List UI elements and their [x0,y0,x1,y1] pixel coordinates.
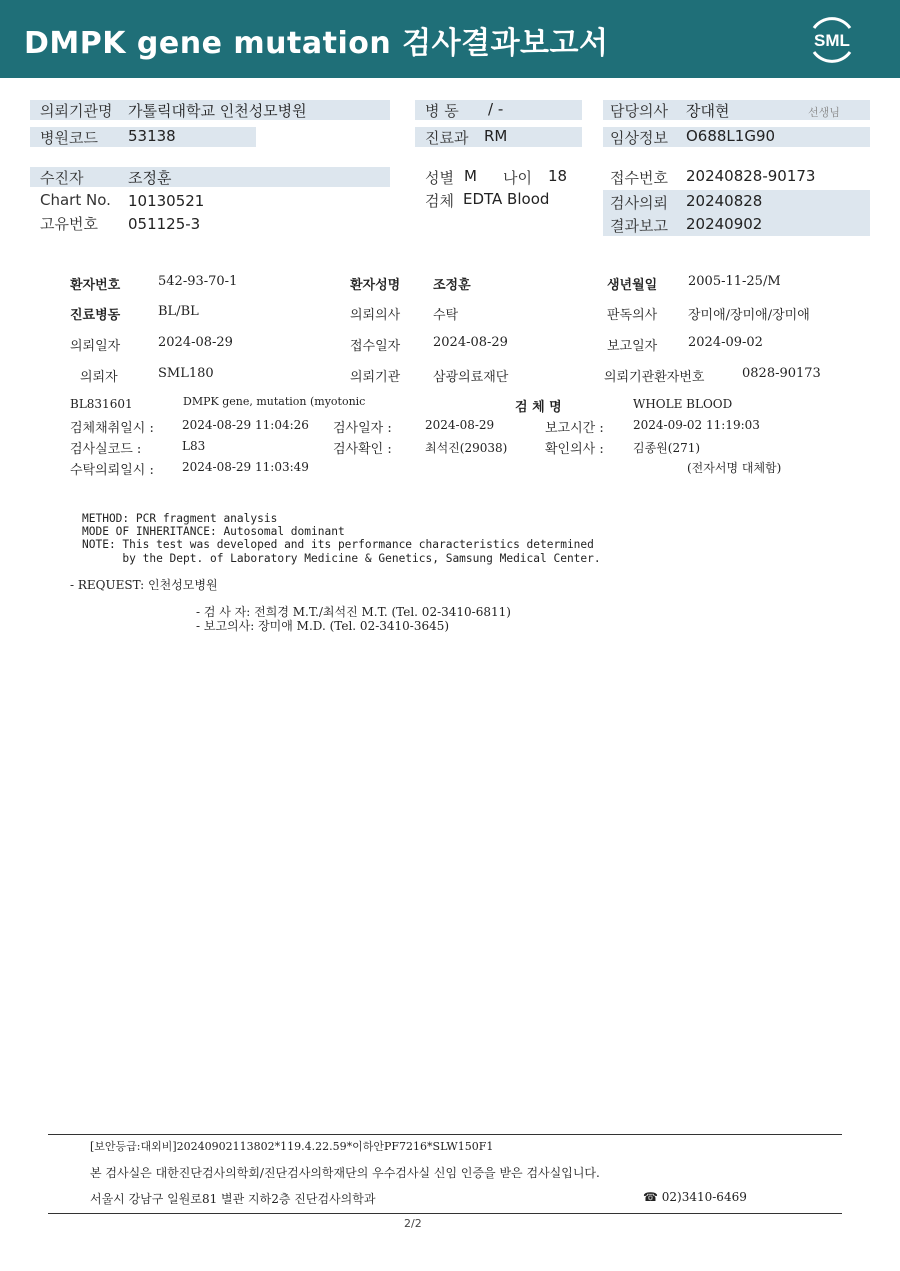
uid: 051125-3 [128,215,201,233]
test-code: BL831601 [70,397,133,411]
confirm-label: 검사확인 : [333,442,392,457]
address-line: 서울시 강남구 일원로81 별관 지하2층 진단검사의학과 [90,1192,376,1206]
sex-label: 성별 [425,169,454,187]
read-doc-label: 판독의사 [607,308,658,323]
inst-pid-label: 의뢰기관환자번호 [604,370,705,385]
req-doc: 수탁 [433,308,459,323]
sml-logo [804,12,860,66]
chart-no: 10130521 [128,192,205,210]
ward: / - [488,100,504,118]
doctor: 장대현 [686,102,730,120]
recv-no: 20240828-90173 [686,167,816,185]
recv-date: 2024-08-29 [433,335,508,350]
rward: BL/BL [158,304,199,319]
patient: 조정훈 [128,169,172,187]
req-date-label: 의뢰일자 [70,339,121,354]
dept: RM [484,127,508,145]
read-doc: 장미애/장미애/장미애 [688,308,810,323]
test-date: 2024-08-29 [425,418,495,432]
specimen-label: 검체 [425,192,454,210]
spec: WHOLE BLOOD [633,397,733,411]
phone-line: ☎ 02)3410-6469 [643,1190,747,1204]
request-line: - REQUEST: 인천성모병원 [70,578,218,592]
esign-note: (전자서명 대체함) [687,461,782,475]
hosp-code: 53138 [128,127,176,145]
sex: M [464,167,477,185]
rep-time: 2024-09-02 11:19:03 [633,418,760,432]
test-req: 20240828 [686,192,763,210]
ward-label: 병 동 [425,102,459,120]
collect: 2024-08-29 11:04:26 [182,418,309,432]
test-date-label: 검사일자 : [333,421,392,436]
result: 20240902 [686,215,763,233]
confirm: 최석진(29038) [425,441,508,455]
cert-line: 본 검사실은 대한진단검사의학회/진단검사의학재단의 우수검사실 신임 인증을 받은 검사실입니다. [90,1166,600,1180]
info-bar [30,167,390,187]
chart-label: Chart No. [40,191,111,209]
recv-date-label: 접수일자 [350,339,401,354]
pid: 542-93-70-1 [158,274,238,289]
reporter-line: - 보고의사: 장미애 M.D. (Tel. 02-3410-3645) [196,619,450,633]
req-date: 2024-08-29 [158,335,233,350]
specimen: EDTA Blood [463,190,550,208]
hosp-code-label: 병원코드 [40,129,98,147]
dob-label: 생년월일 [607,278,658,293]
dept-label: 진료과 [425,129,469,147]
rep-date-label: 보고일자 [607,339,658,354]
method-line: NOTE: This test was developed and its performance characteristics determined [82,538,594,551]
rep-date: 2024-09-02 [688,335,763,350]
pname-label: 환자성명 [350,278,401,293]
req-inst-label: 의뢰기관 [350,370,401,385]
footer-rule-bottom [48,1213,842,1214]
pname: 조정훈 [433,278,471,293]
clinical: O688L1G90 [686,127,776,145]
test-req-label: 검사의뢰 [610,194,668,212]
lab-code: L83 [182,439,206,453]
result-label: 결과보고 [610,217,668,235]
doctor-suffix: 선생님 [808,106,840,119]
requester: SML180 [158,366,214,381]
requester-label: 의뢰자 [80,370,118,385]
confirm-doc-label: 확인의사 : [545,442,604,457]
uid-label: 고유번호 [40,215,98,233]
pid-label: 환자번호 [70,278,121,293]
report-header [0,0,900,78]
collect-label: 검체채취일시 : [70,421,154,436]
req-org: 가톨릭대학교 인천성모병원 [128,102,307,120]
clinical-label: 임상정보 [610,129,668,147]
report-title: DMPK gene mutation 검사결과보고서 [24,26,609,61]
doctor-label: 담당의사 [610,102,668,120]
spec-label: 검 체 명 [515,400,562,415]
rep-time-label: 보고시간 : [545,421,604,436]
confirm-doc: 김종원(271) [633,441,701,455]
lab-code-label: 검사실코드 : [70,442,142,457]
tester-line: - 검 사 자: 전희경 M.T./최석진 M.T. (Tel. 02-3410-6811) [196,605,511,619]
entrust-label: 수탁의뢰일시 : [70,463,154,478]
footer-rule-top [48,1134,842,1135]
rward-label: 진료병동 [70,308,121,323]
security-line: [보안등급:대외비]20240902113802*119.4.22.59*이하안PF7216*SLW150F1 [90,1140,494,1153]
req-doc-label: 의뢰의사 [350,308,401,323]
method-line: MODE OF INHERITANCE: Autosomal dominant [82,525,345,538]
test-name: DMPK gene, mutation (myotonic [183,395,366,408]
dob: 2005-11-25/M [688,274,781,289]
req-inst: 삼광의료재단 [433,370,509,385]
method-line: by the Dept. of Laboratory Medicine & Genetics, Samsung Medical Center. [82,552,601,565]
method-line: METHOD: PCR fragment analysis [82,512,278,525]
patient-label: 수진자 [40,169,84,187]
entrust: 2024-08-29 11:03:49 [182,460,309,474]
age-label: 나이 [503,169,532,187]
req-org-label: 의뢰기관명 [40,102,113,120]
age: 18 [548,167,568,185]
inst-pid: 0828-90173 [742,366,821,381]
logo-text: SML [814,31,850,50]
page-number: 2/2 [404,1217,422,1230]
recv-no-label: 접수번호 [610,169,668,187]
